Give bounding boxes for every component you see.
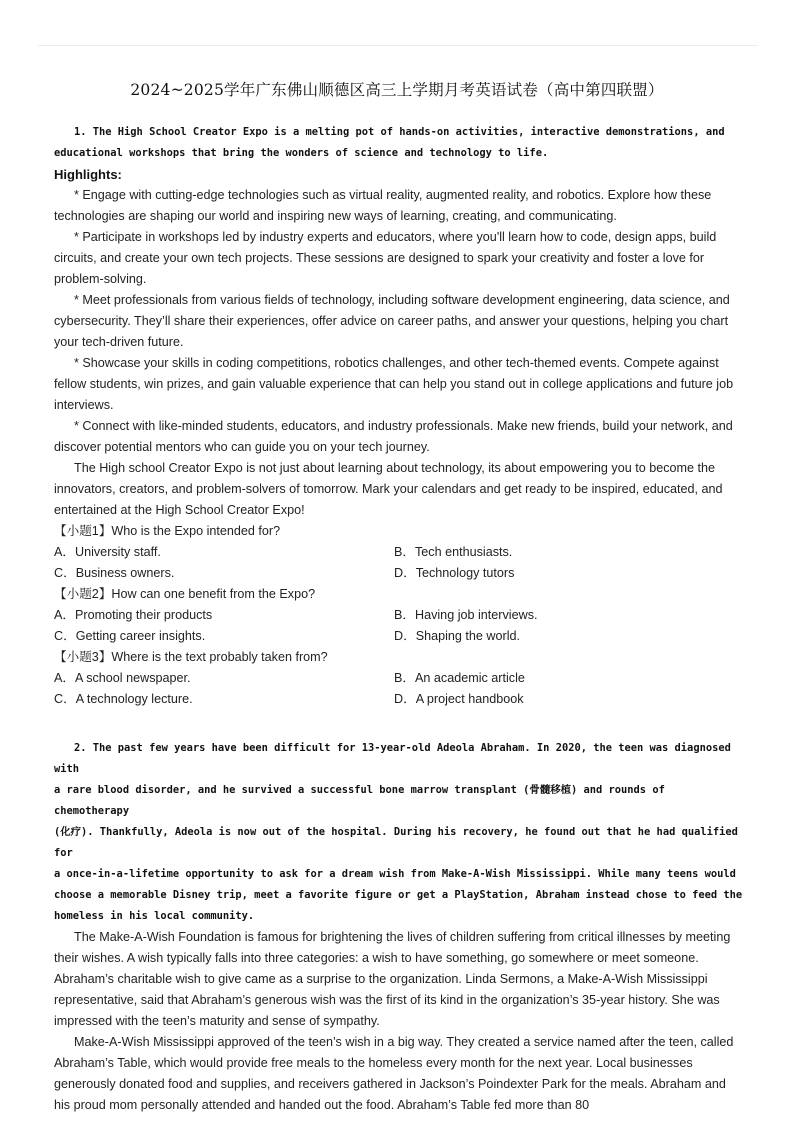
- options-row: [54, 626, 744, 647]
- passage2-intro-line: a once-in-a-lifetime opportunity to ask for a dream wish from Make-A-Wish Mississippi. While many teens would: [54, 868, 736, 880]
- option-d[interactable]: D．Technology tutors: [394, 566, 515, 580]
- passage1-intro-line: 1. The High School Creator Expo is a melting pot of hands-on activities, interactive demonstrations, and: [74, 126, 725, 138]
- highlights-heading: Highlights:: [54, 167, 122, 182]
- document-body: [54, 122, 744, 1116]
- option-a[interactable]: A．University staff.: [54, 545, 161, 559]
- passage2-intro: [54, 738, 744, 927]
- passage2-intro-line: a rare blood disorder, and he survived a successful bone marrow transplant (骨髓移植) and rounds of chemotherapy: [54, 784, 665, 817]
- option-a[interactable]: A．Promoting their products: [54, 608, 213, 622]
- highlight-bullet: * Meet professionals from various fields of technology, including software development engineering, data science, and cybersecurity. They’ll share their experiences, offer advice on career paths, and answer your questions, helping you chart your tech-driven future.: [54, 293, 730, 349]
- question-3: [54, 647, 744, 710]
- question-2: [54, 584, 744, 647]
- question-text: 【小题3】Where is the text probably taken from?: [54, 650, 328, 664]
- options-row: [54, 668, 744, 689]
- option-c[interactable]: C．A technology lecture.: [54, 692, 193, 706]
- passage2-intro-line: homeless in his local community.: [54, 910, 255, 922]
- options-row: [54, 563, 744, 584]
- passage1-closing: The High school Creator Expo is not just about learning about technology, its about empowering you to become the innovators, creators, and problem-solvers of tomorrow. Mark your calendars and get ready to be inspired, educated, and entertained at the High School Creator Expo!: [54, 461, 723, 517]
- highlight-bullet: * Connect with like-minded students, educators, and industry professionals. Make new friends, build your network, and discover potential mentors who can guide you on your tech journey.: [54, 419, 733, 454]
- option-b[interactable]: B．Tech enthusiasts.: [394, 545, 513, 559]
- question-text: 【小题1】Who is the Expo intended for?: [54, 524, 281, 538]
- page-title: 2024~2025学年广东佛山顺德区高三上学期月考英语试卷（高中第四联盟）: [130, 81, 664, 99]
- passage2-intro-line: (化疗). Thankfully, Adeola is now out of the hospital. During his recovery, he found out that he had qualified for: [54, 826, 738, 859]
- highlight-bullet: * Participate in workshops led by industry experts and educators, where you'll learn how to code, design apps, build circuits, and create your own tech projects. These sessions are designed to spark your creativity and foster a love for problem-solving.: [54, 230, 717, 286]
- passage2-intro-line: choose a memorable Disney trip, meet a favorite figure or get a PlayStation, Abraham instead chose to feed the: [54, 889, 743, 901]
- option-c[interactable]: C．Getting career insights.: [54, 629, 206, 643]
- question-text: 【小题2】How can one benefit from the Expo?: [54, 587, 316, 601]
- option-d[interactable]: D．Shaping the world.: [394, 629, 521, 643]
- options-row: [54, 605, 744, 626]
- passage2-paragraph: Make-A-Wish Mississippi approved of the teen’s wish in a big way. They created a service named after the teen, called Abraham’s Table, which would provide free meals to the homeless every month for the next year. Local businesses generously donated food and supplies, and receivers gathered in Jackson’s Poindexter Park for the meals. Abraham and his proud mom personally attended and handed out the food. Abraham’s Table fed more than 80: [54, 1035, 734, 1112]
- question-1: [54, 521, 744, 584]
- option-b[interactable]: B．An academic article: [394, 671, 525, 685]
- section-gap: [54, 710, 744, 738]
- option-a[interactable]: A．A school newspaper.: [54, 671, 191, 685]
- highlight-bullet: * Engage with cutting-edge technologies such as virtual reality, augmented reality, and robotics. Explore how these technologies are shaping our world and inspiring new ways of learning, creating, and communicating.: [54, 188, 712, 223]
- passage1-intro: [54, 122, 744, 164]
- passage2-paragraph: The Make-A-Wish Foundation is famous for brightening the lives of children suffering from critical illnesses by meeting their wishes. A wish typically falls into three categories: a wish to have something, go somewhere or meet someone. Abraham’s charitable wish to give came as a surprise to the organization. Linda Sermons, a Make-A-Wish Mississippi representative, said that Abraham’s generous wish was the first of its kind in the organization’s 35-year history. She was impressed with the teen’s maturity and sense of sympathy.: [54, 930, 731, 1028]
- highlight-bullet: * Showcase your skills in coding competitions, robotics challenges, and other tech-themed events. Compete against fellow students, win prizes, and gain valuable experience that can help you stand out in college applications and future job interviews.: [54, 356, 734, 412]
- header-divider: [38, 45, 758, 46]
- option-c[interactable]: C．Business owners.: [54, 566, 175, 580]
- option-d[interactable]: D．A project handbook: [394, 692, 524, 706]
- options-row: [54, 542, 744, 563]
- options-row: [54, 689, 744, 710]
- option-b[interactable]: B．Having job interviews.: [394, 608, 538, 622]
- passage2-intro-line: 2. The past few years have been difficult for 13-year-old Adeola Abraham. In 2020, the teen was diagnosed with: [54, 742, 731, 775]
- passage1-intro-line: educational workshops that bring the wonders of science and technology to life.: [54, 147, 549, 159]
